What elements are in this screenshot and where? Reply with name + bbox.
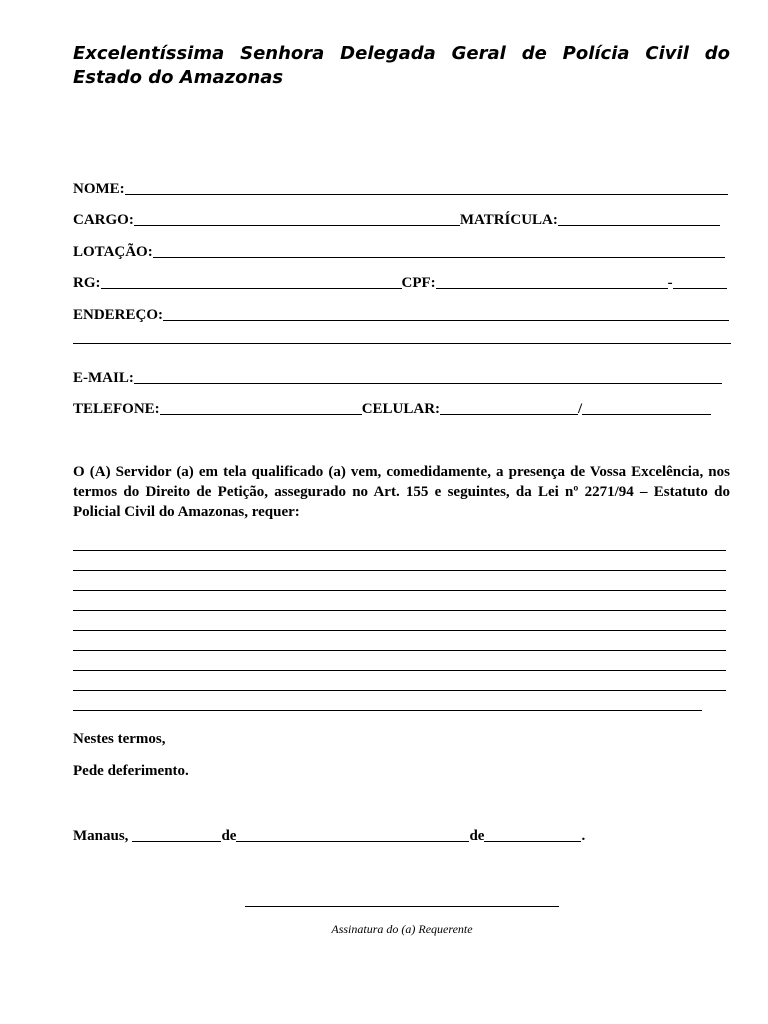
cpf-dash: - [667, 275, 673, 291]
closing-terms: Nestes termos, [73, 731, 166, 747]
request-line[interactable] [73, 630, 726, 631]
telefone-label: TELEFONE: [73, 401, 160, 417]
rg-label: RG: [73, 275, 101, 291]
request-line[interactable] [73, 670, 726, 671]
matricula-label: MATRÍCULA: [459, 212, 558, 228]
matricula-input-line[interactable] [558, 225, 720, 226]
de-label-2: de [469, 828, 485, 844]
email-row [73, 369, 722, 387]
year-input-line[interactable] [484, 841, 581, 842]
closing-request: Pede deferimento. [73, 763, 189, 779]
email-input-line[interactable] [134, 383, 722, 384]
request-line[interactable] [73, 550, 726, 551]
cpf-label: CPF: [401, 275, 436, 291]
nome-row [73, 180, 728, 198]
cargo-input-line[interactable] [134, 225, 460, 226]
nome-input-line[interactable] [125, 194, 728, 195]
cpf-input-line[interactable] [436, 288, 668, 289]
telefone-input-line[interactable] [160, 414, 362, 415]
de-label-1: de [221, 828, 237, 844]
lotacao-label: LOTAÇÃO: [73, 244, 153, 260]
endereco-label: ENDEREÇO: [73, 307, 164, 323]
request-line[interactable] [73, 710, 702, 711]
celular-label: CELULAR: [361, 401, 441, 417]
day-input-line[interactable] [132, 841, 221, 842]
celular-slash: / [578, 401, 583, 417]
cargo-row [73, 211, 720, 229]
email-label: E-MAIL: [73, 370, 134, 386]
endereco-continuation-line[interactable] [73, 343, 731, 344]
petition-paragraph: O (A) Servidor (a) em tela qualificado (a) vem, comedidamente, a presença de Vossa Excelência, nos termos do Direito de Petição, assegurado no Art. 155 e seguintes, da Lei nº 2271/94 – Estatuto do Policial Civil do Amazonas, requer: [73, 464, 730, 520]
signature-line[interactable] [245, 906, 559, 907]
request-line[interactable] [73, 610, 726, 611]
date-period: . [581, 828, 586, 844]
endereco-row [73, 306, 729, 324]
request-line[interactable] [73, 590, 726, 591]
nome-label: NOME: [73, 181, 125, 197]
cargo-label: CARGO: [73, 212, 134, 228]
lotacao-input-line[interactable] [153, 257, 725, 258]
cpf-digit-input-line[interactable] [673, 288, 727, 289]
celular-input-line[interactable] [440, 414, 578, 415]
city-label: Manaus, [73, 828, 129, 844]
rg-cpf-row [73, 274, 727, 292]
month-input-line[interactable] [236, 841, 469, 842]
signature-caption: Assinatura do (a) Requerente [331, 922, 473, 936]
addressee-heading: Excelentíssima Senhora Delegada Geral de Polícia Civil do Estado do Amazonas [73, 43, 730, 88]
lotacao-row [73, 243, 725, 261]
request-line[interactable] [73, 690, 726, 691]
rg-input-line[interactable] [101, 288, 402, 289]
celular-2-input-line[interactable] [582, 414, 711, 415]
request-line[interactable] [73, 570, 726, 571]
endereco-input-line[interactable] [163, 320, 729, 321]
request-line[interactable] [73, 650, 726, 651]
telefone-row [73, 400, 711, 418]
place-date-row [73, 827, 585, 845]
